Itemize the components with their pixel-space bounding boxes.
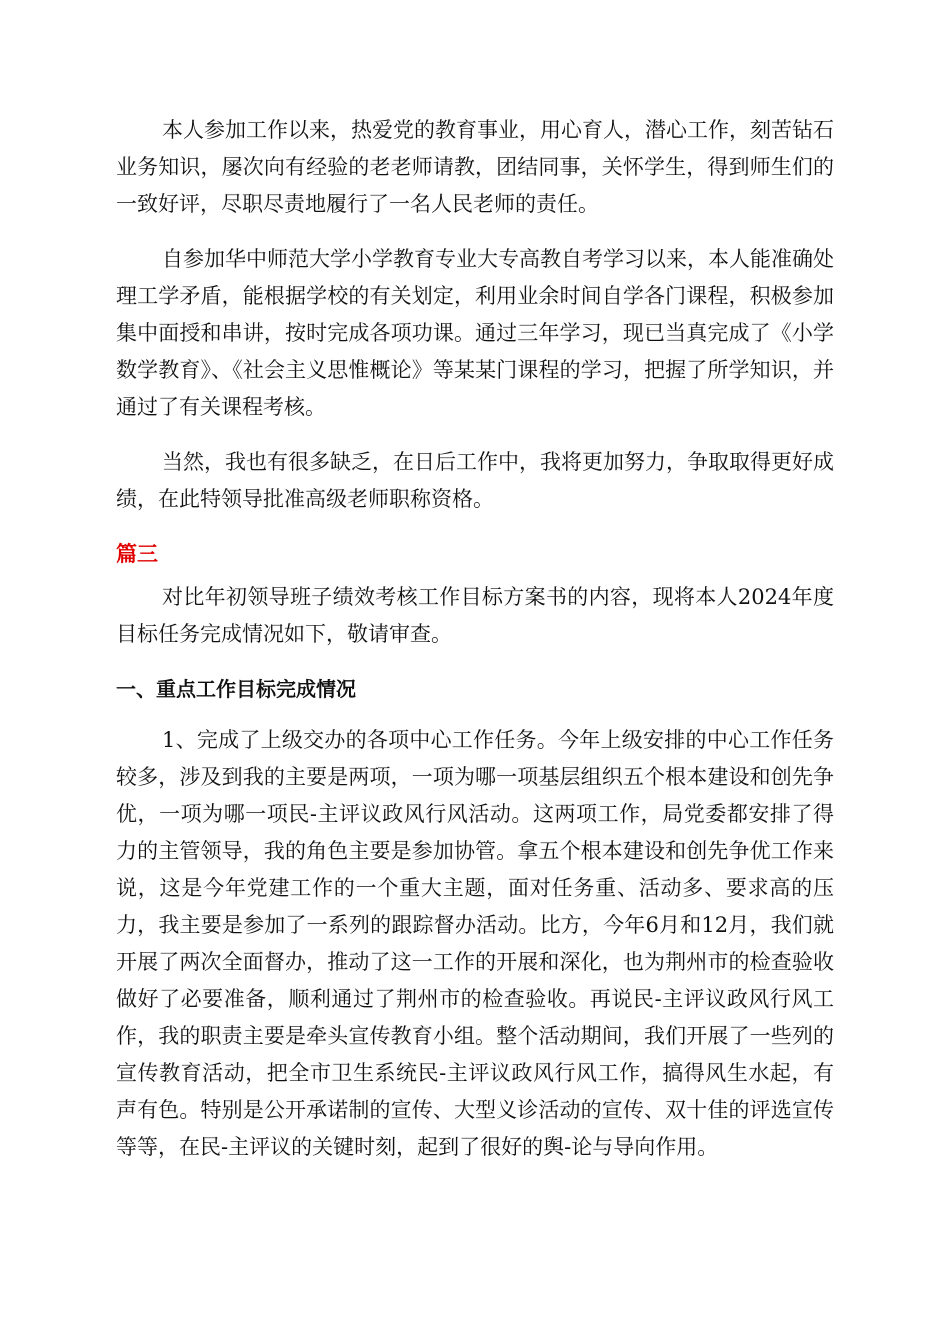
section-title: 篇三 <box>116 542 158 566</box>
section-heading: 一、重点工作目标完成情况 <box>116 677 356 701</box>
paragraph: 自参加华中师范大学小学教育专业大专高教自考学习以来，本人能准确处理工学矛盾，能根据学校的有关划定，利用业余时间自学各门课程，积极参加集中面授和串讲，按时完成各项功课。通过三年学习，现已当真完成了《小学数学教育》、《社会主义思惟概论》等某某门课程的学习，把握了所学知识，并通过了有关课程考核。 <box>116 247 834 419</box>
paragraph: 本人参加工作以来，热爱党的教育事业，用心育人，潜心工作，刻苦钻石业务知识，屡次向有经验的老老师请教，团结同事，关怀学生，得到师生们的一致好评，尽职尽责地履行了一名人民老师的责任。 <box>116 118 834 216</box>
paragraph: 对比年初领导班子绩效考核工作目标方案书的内容，现将本人2024年度目标任务完成情况如下，敬请审查。 <box>116 585 834 646</box>
paragraph: 当然，我也有很多缺乏，在日后工作中，我将更加努力，争取取得更好成绩，在此特领导批准高级老师职称资格。 <box>116 450 834 511</box>
document-body <box>116 112 834 1184</box>
paragraph: 1、完成了上级交办的各项中心工作任务。今年上级安排的中心工作任务较多，涉及到我的主要是两项，一项为哪一项基层组织五个根本建设和创先争优，一项为哪一项民-主评议政风行风活动。这两项工作，局党委都安排了得力的主管领导，我的角色主要是参加协管。拿五个根本建设和创先争优工作来说，这是今年党建工作的一个重大主题，面对任务重、活动多、要求高的压力，我主要是参加了一系列的跟踪督办活动。比方，今年6月和12月，我们就开展了两次全面督办，推动了这一工作的开展和深化，也为荆州市的检查验收做好了必要准备，顺利通过了荆州市的检查验收。再说民-主评议政风行风工作，我的职责主要是牵头宣传教育小组。整个活动期间，我们开展了一些列的宣传教育活动，把全市卫生系统民-主评议政风行风工作，搞得风生水起，有声有色。特别是公开承诺制的宣传、大型义诊活动的宣传、双十佳的评选宣传等等，在民-主评议的关键时刻，起到了很好的舆-论与导向作用。 <box>116 728 834 1159</box>
